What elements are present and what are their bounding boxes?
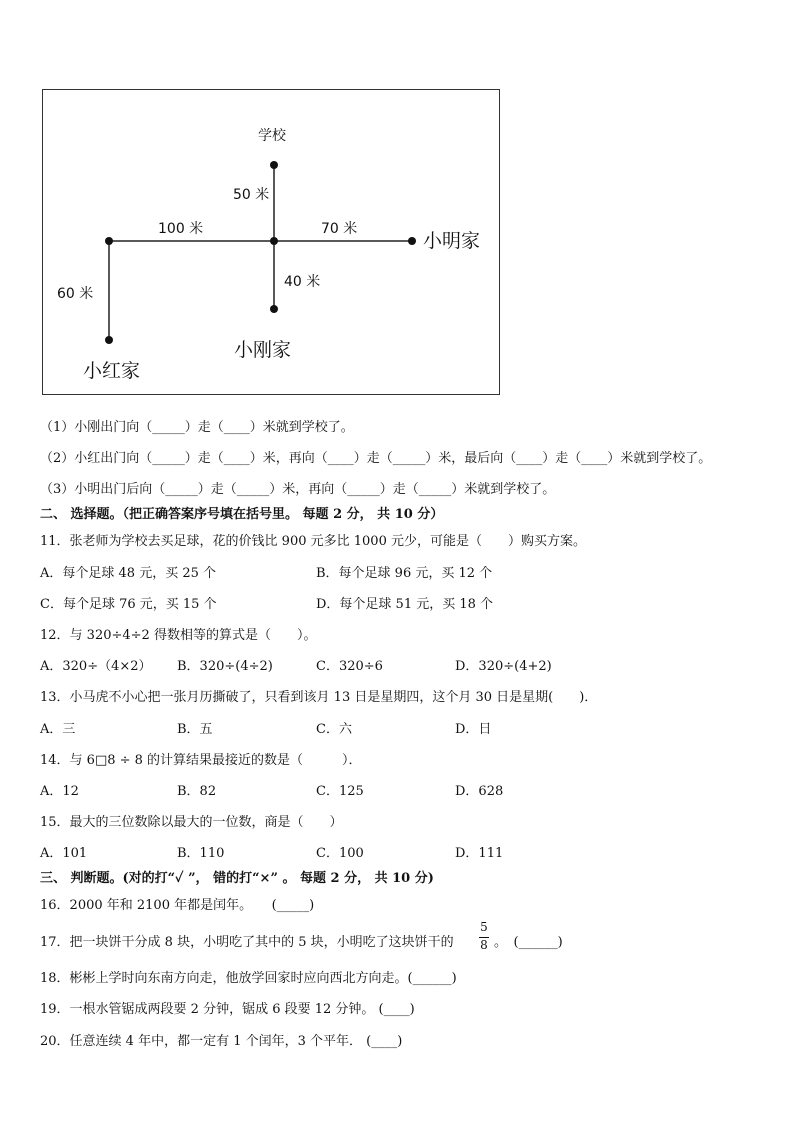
question-13-option-b: B．五 <box>177 722 213 737</box>
question-13-stem: 13．小马虎不小心把一张月历撕破了，只看到该月 13 日是星期四，这个月 30 日是星期( )． <box>40 690 598 705</box>
xiaogang-home-label: 小刚家 <box>234 339 292 361</box>
school-label: 学校 <box>258 128 286 144</box>
question-12-option-b: B．320÷(4÷2) <box>177 659 273 674</box>
fraction-denominator: 8 <box>480 938 488 952</box>
question-13-option-d: D．日 <box>455 722 492 737</box>
center-point <box>270 237 278 245</box>
xiaogang-point <box>270 305 278 313</box>
question-20: 20．任意连续 4 年中，都一定有 1 个闰年，3 个平年． (____) <box>40 1034 403 1049</box>
question-11-option-b: B．每个足球 96 元，买 12 个 <box>316 566 493 581</box>
question-14-option-a: A．12 <box>40 784 79 799</box>
question-16: 16．2000 年和 2100 年都是闰年。 (_____) <box>40 898 315 913</box>
question-15-option-a: A．101 <box>40 846 88 861</box>
question-14-option-d: D．628 <box>455 784 504 799</box>
xiaohong-home-label: 小红家 <box>83 360 141 382</box>
fill-question-3: （3）小明出门后向（_____）走（_____）米，再向（_____）走（_____）米就到学校了。 <box>40 482 556 497</box>
question-13-option-c: C．六 <box>316 722 352 737</box>
question-12-stem: 12．与 320÷4÷2 得数相等的算式是（ ）。 <box>40 628 317 643</box>
question-14-stem: 14．与 6□8 ÷ 8 的计算结果最接近的数是（ ）． <box>40 753 362 768</box>
distance-50-label: 50 米 <box>233 187 270 203</box>
question-15-stem: 15．最大的三位数除以最大的一位数，商是（ ） <box>40 815 343 830</box>
question-12-option-d: D．320÷(4+2) <box>455 659 552 674</box>
question-11-stem: 11．张老师为学校去买足球，花的价钱比 900 元多比 1000 元少，可能是（ ）购买方案。 <box>40 534 586 549</box>
question-14-option-b: B．82 <box>177 784 217 799</box>
question-14-option-c: C．125 <box>316 784 364 799</box>
school-point <box>270 161 278 169</box>
section-2-title: 二、 选择题。（把正确答案序号填在括号里。 每题 2 分， 共 10 分） <box>40 507 444 522</box>
question-15-option-d: D．111 <box>455 846 504 861</box>
question-13-option-a: A．三 <box>40 722 76 737</box>
xiaohong-point <box>105 336 113 344</box>
map-figure <box>42 89 500 395</box>
xiaoming-point <box>408 237 416 245</box>
question-12-option-c: C．320÷6 <box>316 659 383 674</box>
fill-question-1: （1）小刚出门向（_____）走（____）米就到学校了。 <box>40 420 354 435</box>
xiaoming-home-label: 小明家 <box>423 230 481 252</box>
distance-100-label: 100 米 <box>158 221 204 237</box>
distance-40-label: 40 米 <box>284 274 321 290</box>
fill-question-2: （2）小红出门向（_____）走（____）米，再向（____）走（_____）米，最后向（____）走（____）米就到学校了。 <box>40 451 712 466</box>
question-12-option-a: A．320÷（4×2） <box>40 659 152 674</box>
question-15-option-c: C．100 <box>316 846 364 861</box>
question-11-option-a: A．每个足球 48 元，买 25 个 <box>40 566 217 581</box>
question-15-option-b: B．110 <box>177 846 225 861</box>
question-17-answer: 。 (______) <box>494 935 563 950</box>
section-3-title: 三、 判断题。(对的打“✓ ”， 错的打“×” 。 每题 2 分， 共 10 分) <box>40 871 434 886</box>
question-19: 19．一根水管锯成两段要 2 分钟，锯成 6 段要 12 分钟。 (____) <box>40 1002 415 1017</box>
question-17-text: 17．把一块饼干分成 8 块，小明吃了其中的 5 块，小明吃了这块饼干的 <box>40 935 454 950</box>
fraction-numerator: 5 <box>480 920 488 934</box>
question-18: 18．彬彬上学时向东南方向走，他放学回家时应向西北方向走。(______) <box>40 971 457 986</box>
question-11-option-c: C．每个足球 76 元，买 15 个 <box>40 597 217 612</box>
distance-60-label: 60 米 <box>57 286 94 302</box>
question-11-option-d: D．每个足球 51 元，买 18 个 <box>316 597 494 612</box>
distance-70-label: 70 米 <box>321 221 358 237</box>
corner-point <box>105 237 113 245</box>
